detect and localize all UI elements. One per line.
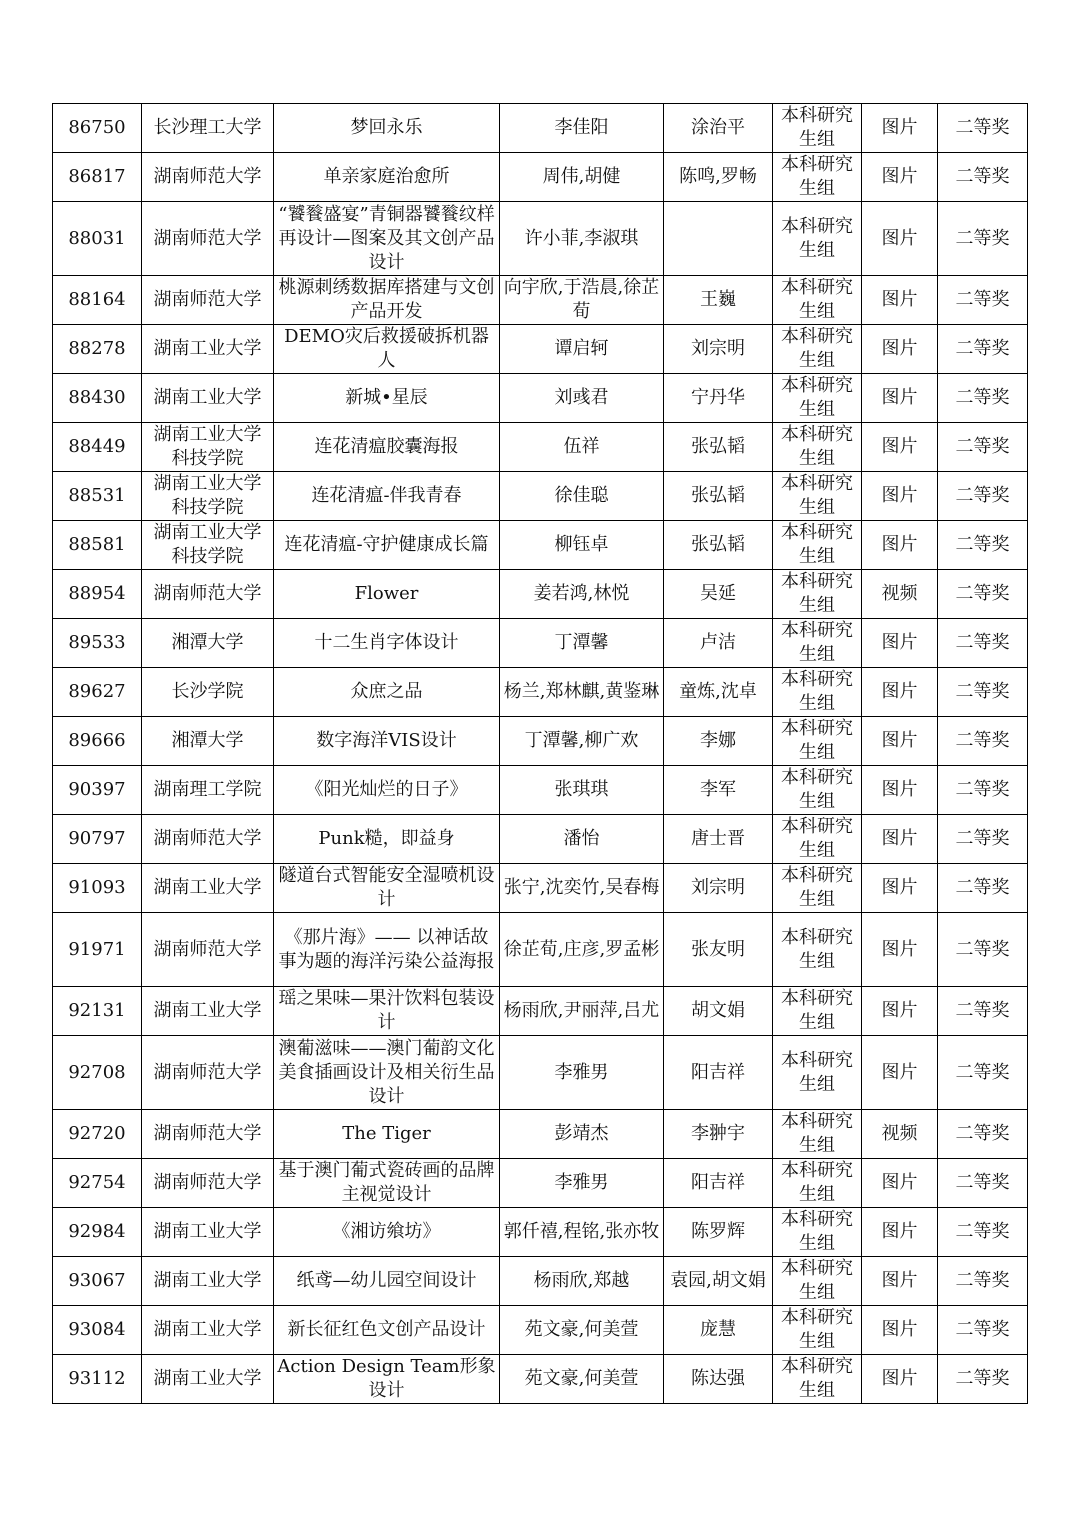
advisor-cell: 吴延 [664,570,773,619]
group-cell: 本科研究生组 [773,521,862,570]
work-title-cell: 《那片海》—— 以神话故事为题的海洋污染公益海报 [274,913,500,987]
table-row [53,864,1028,913]
table-row [53,1208,1028,1257]
school-cell: 湖南工业大学 [142,325,274,374]
table-row [53,570,1028,619]
school-cell: 湖南工业大学科技学院 [142,521,274,570]
work-title-cell: 《湘访飨坊》 [274,1208,500,1257]
work-type-cell: 图片 [862,202,938,276]
school-cell: 湖南理工学院 [142,766,274,815]
award-cell: 二等奖 [938,202,1028,276]
work-type-cell: 图片 [862,153,938,202]
work-title-cell: 《阳光灿烂的日子》 [274,766,500,815]
school-cell: 湖南工业大学科技学院 [142,423,274,472]
advisor-cell: 卢洁 [664,619,773,668]
table-row [53,521,1028,570]
group-cell: 本科研究生组 [773,1306,862,1355]
school-cell: 湖南工业大学 [142,1355,274,1404]
school-cell: 湖南师范大学 [142,1110,274,1159]
work-title-cell: 隧道台式智能安全湿喷机设计 [274,864,500,913]
work-type-cell: 图片 [862,668,938,717]
award-cell: 二等奖 [938,1208,1028,1257]
award-cell: 二等奖 [938,1355,1028,1404]
authors-cell: 丁潭馨,柳广欢 [500,717,664,766]
advisor-cell: 张弘韬 [664,472,773,521]
group-cell: 本科研究生组 [773,815,862,864]
authors-cell: 张琪琪 [500,766,664,815]
work-type-cell: 图片 [862,374,938,423]
authors-cell: 李雅男 [500,1159,664,1208]
work-title-cell: 十二生肖字体设计 [274,619,500,668]
group-cell: 本科研究生组 [773,374,862,423]
advisor-cell: 刘宗明 [664,864,773,913]
school-cell: 湖南工业大学 [142,374,274,423]
group-cell: 本科研究生组 [773,1159,862,1208]
work-type-cell: 视频 [862,570,938,619]
advisor-cell: 张弘韬 [664,423,773,472]
table-row [53,913,1028,987]
authors-cell: 柳钰卓 [500,521,664,570]
school-cell: 湘潭大学 [142,717,274,766]
work-title-cell: 新城•星辰 [274,374,500,423]
entry-id-cell: 88449 [53,423,142,472]
group-cell: 本科研究生组 [773,1110,862,1159]
work-title-cell: The Tiger [274,1110,500,1159]
award-table-body [53,104,1028,1404]
group-cell: 本科研究生组 [773,1036,862,1110]
school-cell: 湖南师范大学 [142,1036,274,1110]
work-type-cell: 图片 [862,619,938,668]
table-row [53,766,1028,815]
work-title-cell: 数字海洋VIS设计 [274,717,500,766]
entry-id-cell: 88031 [53,202,142,276]
authors-cell: 许小菲,李淑琪 [500,202,664,276]
entry-id-cell: 91093 [53,864,142,913]
advisor-cell: 刘宗明 [664,325,773,374]
entry-id-cell: 88278 [53,325,142,374]
work-type-cell: 图片 [862,1355,938,1404]
entry-id-cell: 88430 [53,374,142,423]
table-row [53,619,1028,668]
work-title-cell: 梦回永乐 [274,104,500,153]
work-type-cell: 图片 [862,1036,938,1110]
award-cell: 二等奖 [938,325,1028,374]
group-cell: 本科研究生组 [773,987,862,1036]
advisor-cell: 涂治平 [664,104,773,153]
authors-cell: 潘怡 [500,815,664,864]
work-title-cell: 连花清瘟胶囊海报 [274,423,500,472]
school-cell: 长沙学院 [142,668,274,717]
group-cell: 本科研究生组 [773,570,862,619]
table-row [53,815,1028,864]
entry-id-cell: 89533 [53,619,142,668]
table-row [53,1159,1028,1208]
school-cell: 湖南师范大学 [142,1159,274,1208]
table-row [53,1036,1028,1110]
work-type-cell: 图片 [862,1208,938,1257]
entry-id-cell: 86750 [53,104,142,153]
work-title-cell: Flower [274,570,500,619]
advisor-cell: 李娜 [664,717,773,766]
award-cell: 二等奖 [938,815,1028,864]
authors-cell: 杨雨欣,郑越 [500,1257,664,1306]
school-cell: 湖南工业大学 [142,987,274,1036]
work-title-cell: 瑶之果味—果汁饮料包装设计 [274,987,500,1036]
group-cell: 本科研究生组 [773,1208,862,1257]
work-title-cell: 基于澳门葡式瓷砖画的品牌主视觉设计 [274,1159,500,1208]
award-cell: 二等奖 [938,1110,1028,1159]
group-cell: 本科研究生组 [773,325,862,374]
group-cell: 本科研究生组 [773,619,862,668]
advisor-cell: 陈达强 [664,1355,773,1404]
entry-id-cell: 89666 [53,717,142,766]
advisor-cell: 张弘韬 [664,521,773,570]
school-cell: 湖南师范大学 [142,153,274,202]
entry-id-cell: 88954 [53,570,142,619]
entry-id-cell: 88581 [53,521,142,570]
work-title-cell: DEMO灾后救援破拆机器人 [274,325,500,374]
work-type-cell: 图片 [862,1159,938,1208]
advisor-cell: 阳吉祥 [664,1159,773,1208]
award-cell: 二等奖 [938,104,1028,153]
work-title-cell: 纸鸢—幼儿园空间设计 [274,1257,500,1306]
award-cell: 二等奖 [938,668,1028,717]
group-cell: 本科研究生组 [773,153,862,202]
authors-cell: 周伟,胡健 [500,153,664,202]
work-title-cell: 连花清瘟-伴我青春 [274,472,500,521]
authors-cell: 伍祥 [500,423,664,472]
advisor-cell: 童炼,沈卓 [664,668,773,717]
advisor-cell: 庞慧 [664,1306,773,1355]
award-cell: 二等奖 [938,913,1028,987]
school-cell: 湖南师范大学 [142,276,274,325]
table-row [53,987,1028,1036]
work-type-cell: 图片 [862,717,938,766]
award-table [52,103,1028,1404]
work-type-cell: 图片 [862,987,938,1036]
table-row [53,668,1028,717]
work-type-cell: 图片 [862,913,938,987]
advisor-cell: 阳吉祥 [664,1036,773,1110]
advisor-cell: 王巍 [664,276,773,325]
table-row [53,1110,1028,1159]
advisor-cell: 张友明 [664,913,773,987]
award-cell: 二等奖 [938,570,1028,619]
work-type-cell: 图片 [862,472,938,521]
advisor-cell: 陈罗辉 [664,1208,773,1257]
work-title-cell: 单亲家庭治愈所 [274,153,500,202]
table-row [53,717,1028,766]
authors-cell: 苑文豪,何美萱 [500,1355,664,1404]
table-row [53,276,1028,325]
advisor-cell: 宁丹华 [664,374,773,423]
work-type-cell: 图片 [862,1306,938,1355]
table-row [53,423,1028,472]
authors-cell: 向宇欣,于浩晨,徐芷荀 [500,276,664,325]
advisor-cell: 李军 [664,766,773,815]
work-title-cell: Punk糙，即益身 [274,815,500,864]
work-title-cell: Action Design Team形象设计 [274,1355,500,1404]
table-row [53,153,1028,202]
award-cell: 二等奖 [938,423,1028,472]
school-cell: 湖南师范大学 [142,815,274,864]
table-row [53,1306,1028,1355]
authors-cell: 李雅男 [500,1036,664,1110]
advisor-cell: 胡文娟 [664,987,773,1036]
award-cell: 二等奖 [938,521,1028,570]
advisor-cell: 袁园,胡文娟 [664,1257,773,1306]
table-row [53,374,1028,423]
authors-cell: 徐佳聪 [500,472,664,521]
work-type-cell: 图片 [862,104,938,153]
award-cell: 二等奖 [938,987,1028,1036]
group-cell: 本科研究生组 [773,766,862,815]
award-cell: 二等奖 [938,374,1028,423]
entry-id-cell: 92708 [53,1036,142,1110]
authors-cell: 姜若鸿,林悦 [500,570,664,619]
entry-id-cell: 92984 [53,1208,142,1257]
school-cell: 湖南工业大学科技学院 [142,472,274,521]
award-cell: 二等奖 [938,1159,1028,1208]
entry-id-cell: 89627 [53,668,142,717]
award-cell: 二等奖 [938,472,1028,521]
work-type-cell: 图片 [862,276,938,325]
authors-cell: 杨兰,郑林麒,黄鉴琳 [500,668,664,717]
group-cell: 本科研究生组 [773,472,862,521]
authors-cell: 杨雨欣,尹丽萍,吕尤 [500,987,664,1036]
award-cell: 二等奖 [938,864,1028,913]
group-cell: 本科研究生组 [773,717,862,766]
authors-cell: 刘彧君 [500,374,664,423]
entry-id-cell: 90797 [53,815,142,864]
entry-id-cell: 92754 [53,1159,142,1208]
school-cell: 湖南工业大学 [142,1306,274,1355]
table-row [53,1257,1028,1306]
entry-id-cell: 93084 [53,1306,142,1355]
entry-id-cell: 88164 [53,276,142,325]
entry-id-cell: 92720 [53,1110,142,1159]
work-title-cell: 连花清瘟-守护健康成长篇 [274,521,500,570]
authors-cell: 彭靖杰 [500,1110,664,1159]
work-type-cell: 图片 [862,1257,938,1306]
school-cell: 湖南师范大学 [142,202,274,276]
table-row [53,104,1028,153]
table-row [53,1355,1028,1404]
entry-id-cell: 88531 [53,472,142,521]
work-title-cell: 众庶之品 [274,668,500,717]
group-cell: 本科研究生组 [773,1257,862,1306]
award-cell: 二等奖 [938,1306,1028,1355]
entry-id-cell: 93067 [53,1257,142,1306]
award-cell: 二等奖 [938,1036,1028,1110]
table-row [53,325,1028,374]
advisor-cell [664,202,773,276]
school-cell: 湖南师范大学 [142,913,274,987]
work-type-cell: 图片 [862,815,938,864]
entry-id-cell: 86817 [53,153,142,202]
table-row [53,472,1028,521]
award-cell: 二等奖 [938,766,1028,815]
authors-cell: 张宁,沈奕竹,吴春梅 [500,864,664,913]
work-title-cell: 澳葡滋味——澳门葡韵文化美食插画设计及相关衍生品设计 [274,1036,500,1110]
work-type-cell: 视频 [862,1110,938,1159]
advisor-cell: 唐士晋 [664,815,773,864]
group-cell: 本科研究生组 [773,864,862,913]
work-title-cell: “饕餮盛宴”青铜器饕餮纹样再设计—图案及其文创产品设计 [274,202,500,276]
group-cell: 本科研究生组 [773,104,862,153]
advisor-cell: 陈鸣,罗畅 [664,153,773,202]
authors-cell: 郭仟禧,程铭,张亦牧 [500,1208,664,1257]
award-cell: 二等奖 [938,619,1028,668]
work-type-cell: 图片 [862,766,938,815]
school-cell: 湖南工业大学 [142,864,274,913]
group-cell: 本科研究生组 [773,276,862,325]
school-cell: 长沙理工大学 [142,104,274,153]
work-title-cell: 桃源刺绣数据库搭建与文创产品开发 [274,276,500,325]
award-cell: 二等奖 [938,717,1028,766]
school-cell: 湖南师范大学 [142,570,274,619]
advisor-cell: 李翀宇 [664,1110,773,1159]
work-type-cell: 图片 [862,423,938,472]
group-cell: 本科研究生组 [773,1355,862,1404]
entry-id-cell: 91971 [53,913,142,987]
group-cell: 本科研究生组 [773,423,862,472]
award-cell: 二等奖 [938,1257,1028,1306]
work-type-cell: 图片 [862,521,938,570]
school-cell: 湖南工业大学 [142,1208,274,1257]
school-cell: 湖南工业大学 [142,1257,274,1306]
award-cell: 二等奖 [938,276,1028,325]
group-cell: 本科研究生组 [773,913,862,987]
authors-cell: 苑文豪,何美萱 [500,1306,664,1355]
entry-id-cell: 90397 [53,766,142,815]
authors-cell: 丁潭馨 [500,619,664,668]
authors-cell: 徐芷荀,庄彦,罗孟彬 [500,913,664,987]
work-type-cell: 图片 [862,864,938,913]
group-cell: 本科研究生组 [773,668,862,717]
work-title-cell: 新长征红色文创产品设计 [274,1306,500,1355]
authors-cell: 李佳阳 [500,104,664,153]
group-cell: 本科研究生组 [773,202,862,276]
table-row [53,202,1028,276]
entry-id-cell: 93112 [53,1355,142,1404]
entry-id-cell: 92131 [53,987,142,1036]
authors-cell: 谭启轲 [500,325,664,374]
work-type-cell: 图片 [862,325,938,374]
award-cell: 二等奖 [938,153,1028,202]
school-cell: 湘潭大学 [142,619,274,668]
